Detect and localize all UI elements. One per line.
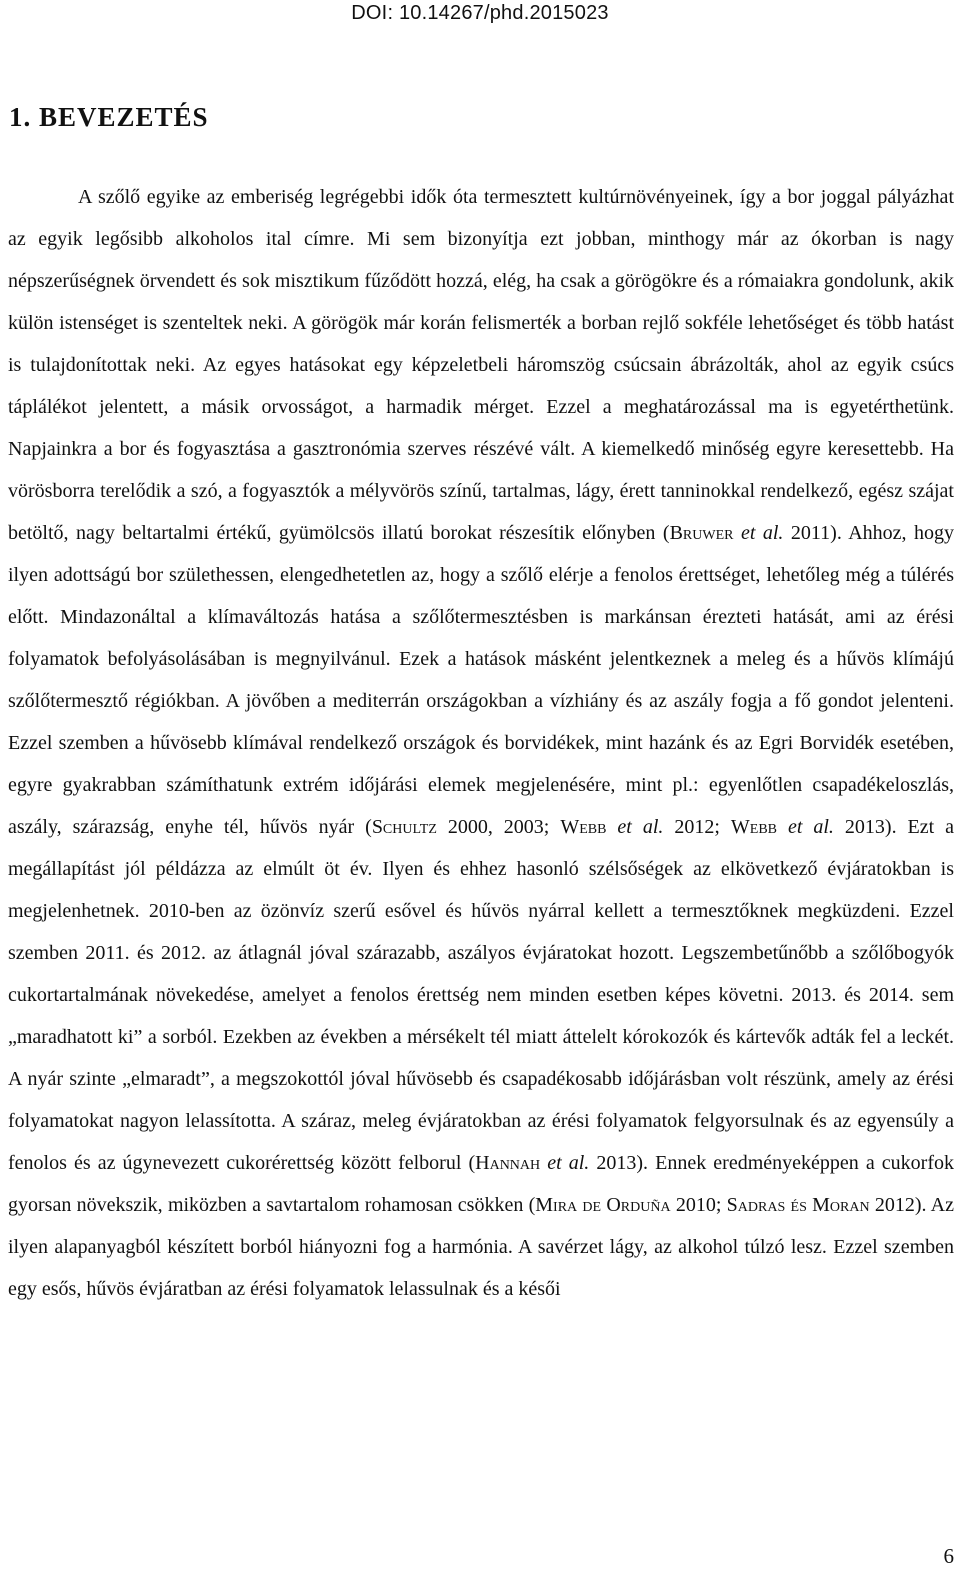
text-run: 2013). Ennek eredményeképpen a cukorfok gyorsan növekszik, miközben a savtartalom rohamosan csökken ( xyxy=(8,1152,954,1216)
text-run: 2010; xyxy=(670,1194,727,1216)
citation-author: Sadras és Moran xyxy=(726,1194,870,1216)
doi-header: DOI: 10.14267/phd.2015023 xyxy=(351,2,609,24)
citation-author: Bruwer xyxy=(669,522,734,544)
citation-et-al: et al. xyxy=(617,816,664,838)
citation-et-al: et al. xyxy=(740,522,784,544)
citation-author: Mira de Orduña xyxy=(535,1194,671,1216)
citation-et-al: et al. xyxy=(547,1152,590,1174)
citation-et-al: et al. xyxy=(787,816,834,838)
citation-author: Hannah xyxy=(475,1152,541,1174)
page-number: 6 xyxy=(943,1544,954,1568)
citation-author: Schultz xyxy=(371,816,437,838)
body-paragraph xyxy=(8,176,954,1310)
text-run: A szőlő egyike az emberiség legrégebbi idők óta termesztett kultúrnövényeinek, így a bor joggal pályázhat az egyik legősibb alkoholos ital címre. Mi sem bizonyítja ezt jobban, minthogy már az ókorban is nagy népszerűségnek örvendett és sok misztikum fűződött hozzá, elég, ha csak a görögökre és a rómaiakra gondolunk, akik külön istenséget is szenteltek neki. A görögök már korán felismerték a borban rejlő sokféle lehetőséget és több hatást is tulajdonítottak neki. Az egyes hatásokat egy képzeletbeli háromszög csúcsain ábrázolták, ahol az egyik csúcs táplálékot jelentett, a másik orvosságot, a harmadik mérget. Ezzel a meghatározással ma is egyetérthetünk. Napjainkra a bor és fogyasztása a gasztronómia szerves részévé vált. A kiemelkedő minőség egyre keresettebb. Ha vörösborra terelődik a szó, a fogyasztók a mélyvörös színű, tartalmas, lágy, érett tanninokkal rendelkező, egész szájat betöltő, nagy beltartalmi értékű, gyümölcsös illatú borokat részesítik előnyben ( xyxy=(8,186,954,544)
citation-author: Webb xyxy=(730,816,777,838)
chapter-title: 1. BEVEZETÉS xyxy=(9,102,209,132)
text-run: 2012; xyxy=(663,816,731,838)
text-run: 2000, 2003; xyxy=(436,816,561,838)
text-run: 2012). Az ilyen alapanyagból készített borból hiányozni fog a harmónia. A savérzet lágy, az alkohol túlzó lesz. Ezzel szemben egy esős, hűvös évjáratban az érési folyamatok lelassulnak és a késői xyxy=(8,1194,954,1300)
citation-author: Webb xyxy=(560,816,607,838)
text-run: 2013). Ezt a megállapítást jól példázza az elmúlt öt év. Ilyen és ehhez hasonló szélsőségek az elkövetkező évjáratokban is megjelenhetnek. 2010-ben az özönvíz szerű esővel és hűvös nyárral kellett a termesztőknek megküzdeni. Ezzel szemben 2011. és 2012. az átlagnál jóval szárazabb, aszályos évjáratokat hozott. Legszembetűnőbb a szőlőbogyók cukortartalmának növekedése, amelyet a fenolos érettség nem minden esetben képes követni. 2013. és 2014. sem „maradhatott ki” a sorból. Ezekben az években a mérsékelt tél miatt áttelelt kórokozók és kártevők adták fel a leckét. A nyár szinte „elmaradt”, a megszokottól jóval hűvösebb és csapadékosabb időjárásban volt részünk, amely az érési folyamatokat nagyon lelassította. A száraz, meleg évjáratokban az érési folyamatok felgyorsulnak és az egyensúly a fenolos és az úgynevezett cukorérettség között felborul ( xyxy=(8,816,955,1174)
text-run: 2011). Ahhoz, hogy ilyen adottságú bor születhessen, elengedhetetlen az, hogy a szőlő elérje a fenolos érettséget, lehetőleg még a túlérés előtt. Mindazonáltal a klímaváltozás hatása a szőlőtermesztésben is markánsan érezteti hatását, ami az érési folyamatok befolyásolásában is megnyilvánul. Ezek a hatások másként jelentkeznek a meleg és a hűvös klímájú szőlőtermesztő régiókban. A jövőben a mediterrán országokban a vízhiány és az aszály fogja a fő gondot jelenteni. Ezzel szemben a hűvösebb klímával rendelkező országok és borvidékek, mint hazánk és az Egri Borvidék esetében, egyre gyakrabban számíthatunk extrém időjárási elemek megjelenésére, mint pl.: egyenlőtlen csapadékeloszlás, aszály, szárazság, enyhe tél, hűvös nyár ( xyxy=(8,522,955,838)
